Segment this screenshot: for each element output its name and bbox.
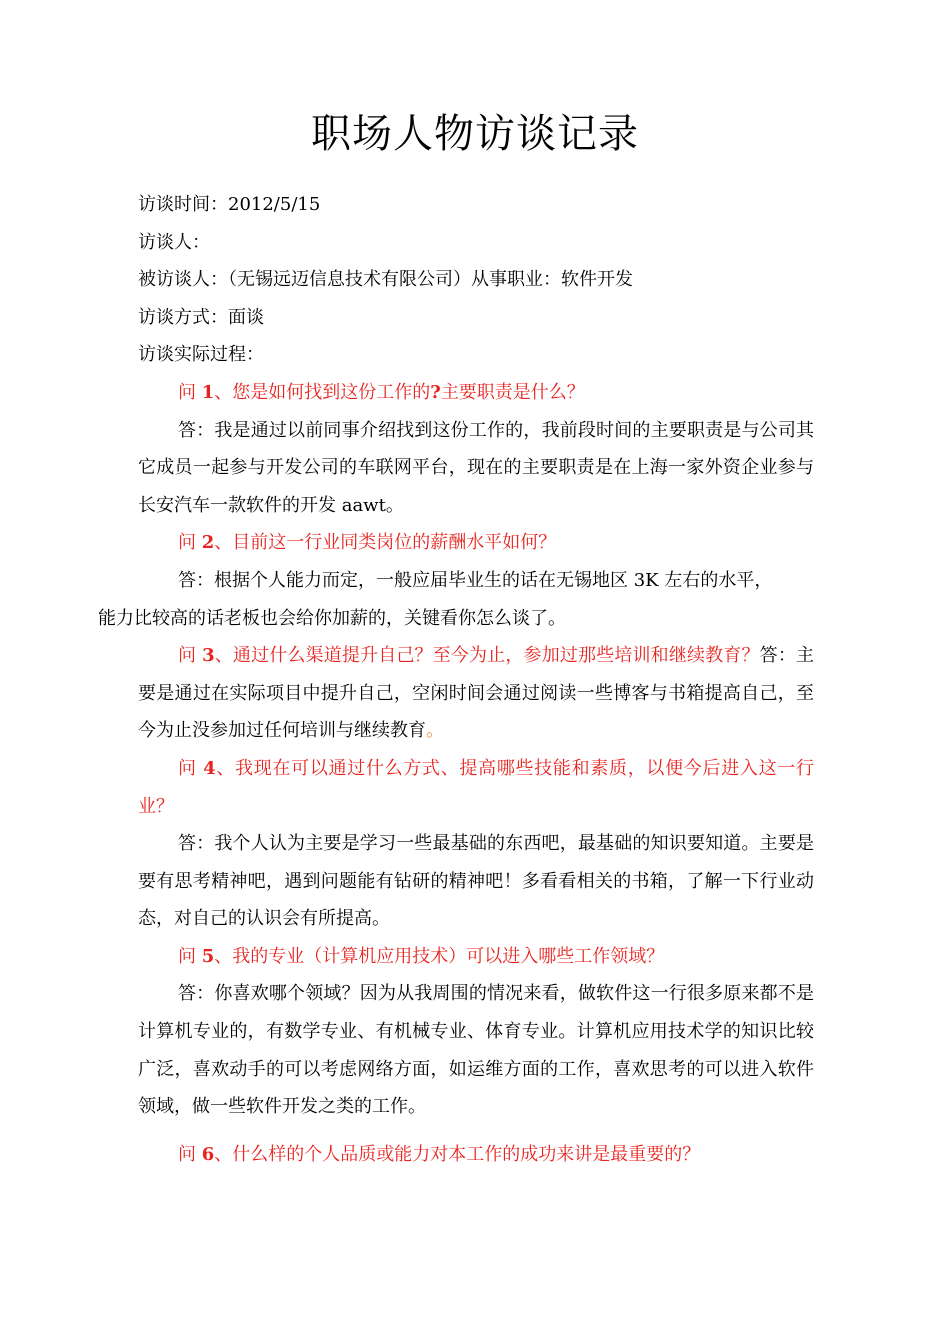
question-3 [138, 637, 814, 750]
page-title: 职场人物访谈记录 [311, 111, 639, 157]
question-4 [138, 750, 814, 825]
question-text: 、我的专业（计算机应用技术）可以进入哪些工作领域？ [214, 945, 665, 967]
question-prefix: 问 [178, 757, 204, 779]
answer-1: 答：我是通过以前同事介绍找到这份工作的，我前段时间的主要职责是与公司其它成员一起参与开发公司的车联网平台，现在的主要职责是在上海一家外资企业参与长安汽车一款软件的开发 aawt。 [138, 419, 814, 516]
interview-time: 访谈时间：2012/5/15 [138, 194, 321, 215]
question-prefix: 问 [178, 532, 202, 554]
interviewee: 被访谈人：（无锡远迈信息技术有限公司）从事职业：软件开发 [138, 269, 633, 291]
answer-2 [98, 562, 814, 637]
question-number: 4 [203, 757, 216, 779]
answer-2-line-2: 能力比较高的话老板也会给你加薪的，关键看你怎么谈了。 [98, 607, 566, 629]
interviewer: 访谈人： [138, 231, 210, 253]
question-6 [138, 1136, 814, 1174]
question-1 [138, 374, 814, 412]
answer-5: 答：你喜欢哪个领域？因为从我周围的情况来看，做软件这一行很多原来都不是计算机专业的，有数学专业、有机械专业、体育专业。计算机应用技术学的知识比较广泛，喜欢动手的可以考虑网络方面，如运维方面的工作，喜欢思考的可以进入软件领域，做一些软件开发之类的工作。 [138, 983, 814, 1118]
question-prefix: 问 [178, 945, 202, 967]
question-text: 、通过什么渠道提升自己？至今为止，参加过那些培训和继续教育？ [214, 645, 760, 667]
paragraph-gap [138, 1126, 814, 1136]
question-text: 、您是如何找到这份工作的 [214, 381, 431, 403]
document-body [98, 186, 814, 1173]
answer-3: 答：主要是通过在实际项目中提升自己，空闲时间会通过阅读一些博客与书箱提高自己，至今为止没参加过任何培训与继续教育 [138, 645, 814, 742]
answer-4: 答：我个人认为主要是学习一些最基础的东西吧，最基础的知识要知道。主要是要有思考精神吧，遇到问题能有钻研的精神吧！多看看相关的书箱，了解一下行业动态，对自己的认识会有所提高。 [138, 833, 814, 930]
question-number: 6 [201, 1143, 215, 1165]
question-number: 1 [201, 381, 215, 403]
question-number: 2 [201, 532, 215, 554]
answer-2-line-1: 答：根据个人能力而定，一般应届毕业生的话在无锡地区 3K 左右的水平， [178, 569, 773, 591]
interview-method: 访谈方式：面谈 [138, 306, 264, 328]
question-text: 、目前这一行业同类岗位的薪酬水平如何？ [214, 532, 557, 554]
question-mark: ? [430, 381, 441, 403]
question-prefix: 问 [178, 1143, 202, 1165]
question-5 [138, 938, 814, 976]
interview-process-label: 访谈实际过程： [138, 344, 264, 366]
answer-3-end: 。 [426, 720, 444, 742]
question-tail: 主要职责是什么？ [440, 381, 585, 403]
question-2 [138, 524, 814, 562]
question-prefix: 问 [178, 645, 203, 667]
question-text: 、什么样的个人品质或能力对本工作的成功来讲是最重要的？ [214, 1143, 701, 1165]
question-number: 5 [201, 945, 215, 967]
question-prefix: 问 [178, 381, 202, 403]
question-number: 3 [202, 645, 215, 667]
question-text: 、我现在可以通过什么方式、提高哪些技能和素质，以便今后进入这一行业？ [138, 757, 814, 817]
